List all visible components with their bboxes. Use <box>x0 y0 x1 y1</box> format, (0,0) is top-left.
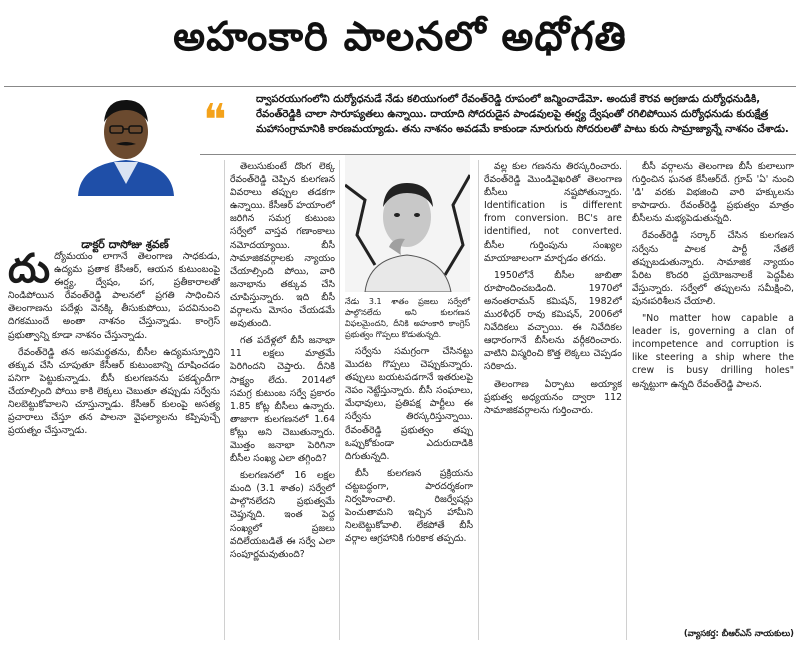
column-separator <box>339 160 340 640</box>
column-5-paragraph: "No matter how capable a leader is, governing a clan of incompetence and corruption is like steering a ship where the crew is busy drilling holes" అన్నట్టుగా ఉన్నది రేవంత్‌రెడ్డి పాలన. <box>632 313 794 390</box>
column-separator <box>224 160 225 640</box>
column-2-paragraph: తెలుసుకుంటే దొంగ లెక్క రేవంత్‌రెడ్డి చెప్పిన కులగణన వివరాలు తప్పుల తడకగా ఉన్నాయి. కేసీఆర్ హయాంలో జరిగిన సమగ్ర కుటుంబ సర్వేలో వాస్తవ గణాంకాలు నమోదయ్యాయి. బీసీ సామాజికవర్గాలకు న్యాయం చేయాల్సింది పోయి, వారి జనాభాను తక్కువ చేసి చూపిస్తున్నారు. ఇది బీసీ వర్గాలను మోసం చేయడమే అవుతుంది. <box>230 161 335 330</box>
dropcap-letter: దు <box>8 250 51 292</box>
author-name: డాక్టర్ దాసోజు శ్రవణ్ <box>81 238 169 251</box>
revanth-photo <box>345 155 470 292</box>
photo-caption: నేడు 3.1 శాతం ప్రజలు సర్వేలో పాల్గొనలేదు అని కులగణన విఫలమైందని, దీనికి అహంకారి కాంగ్రెస్ ప్రభుత్వం గొప్పలు కొడుతున్నది. <box>345 297 470 339</box>
intro-paragraph: ద్వాపరయుగంలోని దుర్యోధనుడే నేడు కలియుగంలో రేవంత్‌రెడ్డి రూపంలో జన్మించాడేమో. అందుకే కౌరవ అగ్రజుడు దుర్యోధనుడికి, రేవంత్‌రెడ్డికి చాలా సారూప్యతలు ఉన్నాయి. దాయాది సోదరుడైన పాండవులపై ఈర్ష్య ద్వేషంతో రగిలిపోయిన దుర్యోధనుడు కురుక్షేత్ర మహాసంగ్రామానికి కారణమయ్యాడు. తను నాశనం అవడమే కాకుండా నూరుగురు సోదరులతో పాటు కురు సామ్రాజ్యాన్నే నాశనం చేశాడు. <box>256 94 789 135</box>
column-separator <box>626 160 627 640</box>
column-2-paragraph: కులగణనలో 16 లక్షల మంది (3.1 శాతం) సర్వేలో పాల్గొనలేదని ప్రభుత్వమే చెప్తున్నది. ఇంత పెద్ద సంఖ్యలో ప్రజలు వదిలేయబడితే ఈ సర్వే ఎలా సంపూర్ణమవుతుంది? <box>230 470 335 560</box>
column-4-paragraph: వల్ల కుల గణనను తిరస్కరించారు. రేవంత్‌రెడ్డి మొండివైఖరితో తెలంగాణ బీసీలు నష్టపోతున్నారు. Identification is different from conversion. BC's are identified, not converted. బీసీల గుర్తింపును సంఖ్యల మాయాజాలంగా మార్చడం తగదు. <box>484 161 622 264</box>
column-1-paragraph: రేవంత్‌రెడ్డి తన అసమర్థతను, బీసీల ఉద్యమస్ఫూర్తిని తక్కువ చేసి చూపుతూ కేసీఆర్ కుటుంబాన్ని దూషించడం పనిగా పెట్టుకున్నాడు. బీసీ కులగణనను పకడ్బందీగా చేయాల్సింది పోయి కాకి లెక్కలు చెబుతూ తప్పుడు సర్వేను నిలబెట్టుకోవాలని చూస్తున్నాడు. కేసీఆర్ కులంపై అసత్య ప్రచారాలు చేస్తూ తన పాలనా వైఫల్యాలను కప్పిపుచ్చే ప్రయత్నం చేస్తున్నాడు. <box>8 346 220 437</box>
column-5-paragraph: రేవంత్‌రెడ్డి సర్కార్ చేసిన కులగణన సర్వేను పాలక పార్టీ నేతలే తప్పుబడుతున్నారు. సామాజిక న్యాయం పేరిట కొందరి ప్రయోజనాలకే పెద్దపీట వేస్తున్నారు. సర్వేలో తప్పులను సమీక్షించి, పునఃపరిశీలన చేయాలి. <box>632 230 794 307</box>
headline: అహంకారి పాలనలో అధోగతి <box>173 14 627 60</box>
column-5-paragraph: బీసీ వర్గాలను తెలంగాణ బీసీ కులాలుగా గుర్తించిన ఘనత కేసీఆర్‌దే. గ్రూప్ 'ఏ' నుంచి 'డి' వరకు విభజించి వారి హక్కులను కాపాడారు. రేవంత్‌రెడ్డి ప్రభుత్వం మాత్రం బీసీలను మభ్యపెడుతున్నది. <box>632 161 794 225</box>
author-portrait-icon <box>70 92 182 196</box>
headline-rule <box>4 86 796 87</box>
column-5 <box>632 160 794 622</box>
column-3-paragraph: బీసీ కులగణన ప్రక్రియను చట్టబద్ధంగా, పారదర్శకంగా నిర్వహించాలి. రిజర్వేషన్లు పెంచుతామని ఇచ్చిన హామీని నిలబెట్టుకోవాలి. లేకపోతే బీసీ వర్గాల ఆగ్రహానికి గురికాక తప్పదు. <box>345 467 473 545</box>
author-photo <box>70 92 182 196</box>
quote-mark-icon: ❝ <box>203 95 227 146</box>
column-4-paragraph: తెలంగాణ ఏర్పాటు అయ్యాక ప్రభుత్వ అధ్యయనం ద్వారా 112 సామాజికవర్గాలను గుర్తించారు. <box>484 378 622 416</box>
column-4-paragraph: 1950లోనే బీసీల జాబితా రూపొందించబడింది. 1970లో అనంతరామన్ కమిషన్, 1982లో మురళీధర్ రావు కమిషన్, 2006లో నివేదికలు వచ్చాయి. ఈ నివేదికల ఆధారంగానే బీసీలను వర్గీకరించారు. వాటిని విస్మరించి కొత్త లెక్కలు చెప్పడం సరికాదు. <box>484 269 622 373</box>
column-separator <box>478 160 479 640</box>
column-2 <box>230 160 335 645</box>
column-3-paragraph: సర్వేను సమగ్రంగా చేసినట్టు మొదట గొప్పలు చెప్పుకున్నారు. తప్పులు బయటపడగానే ఇతరులపై నెపం నెట్టేస్తున్నారు. బీసీ సంఘాలు, మేధావులు, ప్రతిపక్ష పార్టీలు ఈ సర్వేను తిరస్కరిస్తున్నాయి. రేవంత్‌రెడ్డి ప్రభుత్వం తప్పు ఒప్పుకోకుండా ఎదురుదాడికి దిగుతున్నది. <box>345 346 473 462</box>
revanth-portrait-icon <box>345 155 470 292</box>
intro-rule <box>200 154 796 155</box>
column-1-paragraph: దుద్యోమయం లాగానే తెలంగాణ సాధకుడు, ఉద్యమ ప్రతాక కేసీఆర్, ఆయన కుటుంబంపై ఈర్ష్య, ద్వేషం, పగ, ప్రతీకారాలతో నిండిపోయిన రేవంత్‌రెడ్డి పాలనలో ప్రగతి సాధించిన తెలంగాణను పదేళ్లు వెనక్కి తీసుకుపోయి, పదవినుంచి దిగకముందే అంతా నాశనం చేస్తున్నాడు. కాంగ్రెస్ ప్రభుత్వాన్ని కూడా నాశనం చేస్తున్నాడు. <box>8 250 220 341</box>
column-3 <box>345 345 473 645</box>
column-2-paragraph: గత పదేళ్లలో బీసీ జనాభా 11 లక్షలు మాత్రమే పెరిగిందని చెప్తారు. దీనికి సాక్ష్యం లేదు. 2014లో సమగ్ర కుటుంబ సర్వే ప్రకారం 1.85 కోట్ల బీసీలు ఉన్నారు. తాజాగా కులగణనలో 1.64 కోట్లు అని చెబుతున్నారు. మొత్తం జనాభా పెరిగినా బీసీల సంఖ్య ఎలా తగ్గింది? <box>230 335 335 465</box>
column-4 <box>484 160 622 645</box>
column-1 <box>8 250 220 645</box>
byline: (వ్యాసకర్త: బీఆర్ఎస్ నాయకులు) <box>683 628 794 638</box>
